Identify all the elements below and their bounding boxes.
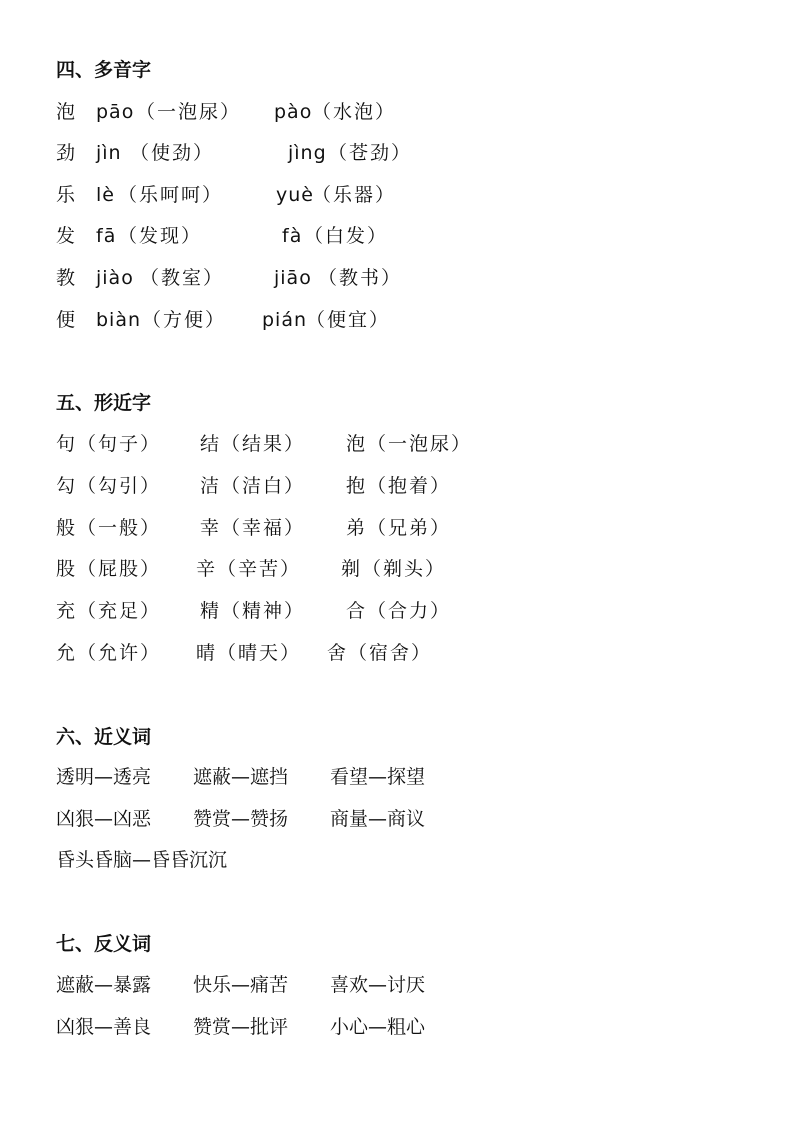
synonym-row [56, 806, 426, 832]
word-b: （乐器） [312, 184, 397, 206]
antonym-row [56, 972, 426, 998]
similar-shape-row [56, 431, 473, 457]
polyphonic-row [56, 307, 391, 333]
antonym-pair: 凶狠—善良 [56, 1016, 152, 1038]
similar-shape-row [56, 556, 447, 582]
polyphonic-row [56, 182, 397, 208]
polyphonic-char: 教 [56, 267, 76, 289]
synonym-pair: 遮蔽—遮挡 [193, 766, 289, 788]
antonym-pair: 小心—粗心 [330, 1016, 426, 1038]
antonym-pair: 快乐—痛苦 [193, 974, 289, 996]
similar-shape-item: 允（允许） [56, 642, 162, 664]
pinyin-a: lè [96, 184, 115, 206]
word-b: （教书） [318, 267, 403, 289]
word-a: （使劲） [130, 142, 215, 164]
similar-shape-row [56, 640, 433, 666]
word-a: （乐呵呵） [118, 184, 224, 206]
word-a: （教室） [140, 267, 225, 289]
synonym-pair: 赞赏—赞扬 [193, 808, 289, 830]
antonym-row [56, 1014, 426, 1040]
similar-shape-item: 晴（晴天） [196, 642, 302, 664]
polyphonic-row [56, 265, 403, 291]
similar-shape-item: 结（结果） [200, 433, 306, 455]
synonym-pair: 透明—透亮 [56, 766, 152, 788]
antonym-pair: 喜欢—讨厌 [330, 974, 426, 996]
polyphonic-char: 劲 [56, 142, 76, 164]
synonym-pair: 看望—探望 [330, 766, 426, 788]
synonym-row [56, 764, 426, 790]
antonym-pair: 赞赏—批评 [193, 1016, 289, 1038]
similar-shape-item: 般（一般） [56, 517, 162, 539]
word-b: （白发） [304, 225, 389, 247]
similar-shape-item: 句（句子） [56, 433, 162, 455]
similar-shape-row [56, 473, 452, 499]
section-title-polyphonic: 四、多音字 [56, 59, 152, 81]
pinyin-b: pào [274, 101, 313, 123]
similar-shape-item: 充（充足） [56, 600, 162, 622]
polyphonic-char: 发 [56, 225, 76, 247]
similar-shape-item: 合（合力） [346, 600, 452, 622]
word-b: （水泡） [312, 101, 397, 123]
pinyin-b: pián [262, 309, 308, 331]
similar-shape-item: 勾（勾引） [56, 475, 162, 497]
pinyin-a: jìn [96, 142, 122, 164]
similar-shape-item: 洁（洁白） [200, 475, 306, 497]
similar-shape-item: 辛（辛苦） [196, 558, 302, 580]
similar-shape-row [56, 598, 452, 624]
similar-shape-item: 弟（兄弟） [346, 517, 452, 539]
pinyin-a: biàn [96, 309, 142, 331]
word-a: （方便） [142, 309, 227, 331]
word-a: （发现） [118, 225, 203, 247]
polyphonic-row [56, 223, 389, 249]
similar-shape-item: 抱（抱着） [346, 475, 452, 497]
word-b: （便宜） [306, 309, 391, 331]
section-title-antonyms: 七、反义词 [56, 933, 152, 955]
section-title-synonyms: 六、近义词 [56, 726, 152, 748]
pinyin-a: jiào [96, 267, 134, 289]
similar-shape-item: 精（精神） [200, 600, 306, 622]
similar-shape-row [56, 515, 452, 541]
polyphonic-row [56, 99, 397, 125]
similar-shape-item: 股（屁股） [56, 558, 162, 580]
synonym-pair: 凶狠—凶恶 [56, 808, 152, 830]
polyphonic-char: 便 [56, 309, 76, 331]
antonym-pair: 遮蔽—暴露 [56, 974, 152, 996]
pinyin-a: pāo [96, 101, 135, 123]
word-b: （苍劲） [328, 142, 413, 164]
similar-shape-item: 泡（一泡尿） [346, 433, 473, 455]
pinyin-b: fà [282, 225, 303, 247]
pinyin-b: jiāo [274, 267, 312, 289]
pinyin-a: fā [96, 225, 117, 247]
similar-shape-item: 舍（宿舍） [327, 642, 433, 664]
pinyin-b: jìng [288, 142, 327, 164]
polyphonic-char: 乐 [56, 184, 76, 206]
synonym-row [56, 847, 228, 873]
pinyin-b: yuè [276, 184, 314, 206]
synonym-pair: 商量—商议 [330, 808, 426, 830]
synonym-pair: 昏头昏脑—昏昏沉沉 [56, 849, 228, 871]
polyphonic-char: 泡 [56, 101, 76, 123]
section-title-similar-shape: 五、形近字 [56, 392, 152, 414]
similar-shape-item: 剃（剃头） [341, 558, 447, 580]
similar-shape-item: 幸（幸福） [200, 517, 306, 539]
word-a: （一泡尿） [136, 101, 242, 123]
polyphonic-row [56, 140, 413, 166]
